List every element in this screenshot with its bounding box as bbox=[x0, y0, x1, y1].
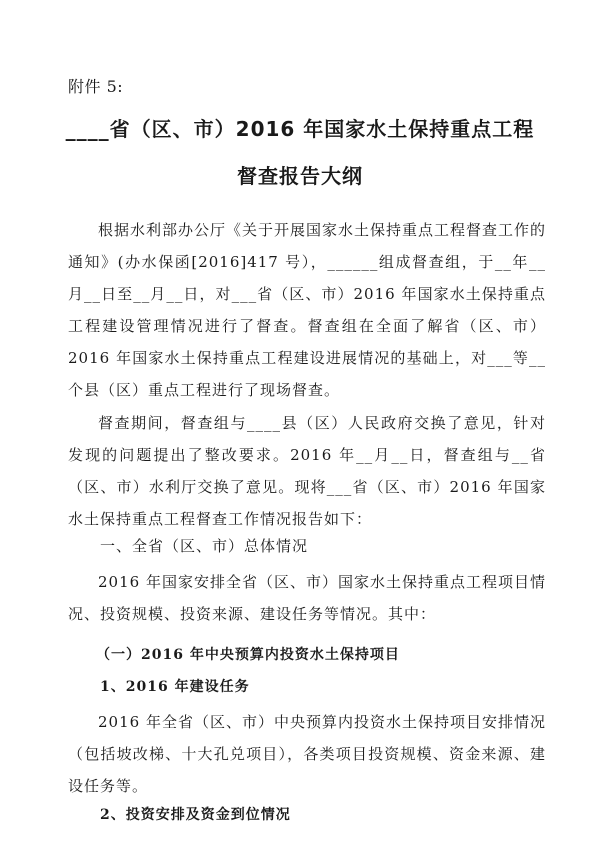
document-title-line1: ____省（区、市）2016 年国家水土保持重点工程 bbox=[65, 117, 535, 141]
subsection-heading-1: （一）2016 年中央预算内投资水土保持项目 bbox=[96, 647, 400, 663]
section-heading-1: 一、全省（区、市）总体情况 bbox=[100, 537, 309, 555]
item-heading-1: 1、2016 年建设任务 bbox=[100, 679, 250, 695]
paragraph-exchange: 督查期间，督查组与____县（区）人民政府交换了意见，针对发现的问题提出了整改要求。2016 年__月__日，督查组与__省（区、市）水利厅交换了意见。现将___省（区、市）2016 年国家水土保持重点工程督查工作情况报告如下： bbox=[68, 414, 546, 528]
paragraph-intro: 根据水利部办公厅《关于开展国家水土保持重点工程督查工作的通知》(办水保函[2016]417 号），______组成督查组，于__年__月__日至__月__日，对___省（区、市）2016 年国家水土保持重点工程建设管理情况进行了督查。督查组在全面了解省（区、市）2016 年国家水土保持重点工程建设进展情况的基础上，对___等__个县（区）重点工程进行了现场督查。 bbox=[68, 221, 547, 399]
item-heading-2: 2、投资安排及资金到位情况 bbox=[100, 807, 291, 823]
paragraph-task-detail: 2016 年全省（区、市）中央预算内投资水土保持项目安排情况（包括坡改梯、十大孔兑项目），各类项目投资规模、资金来源、建设任务等。 bbox=[68, 713, 546, 795]
attachment-label: 附件 5: bbox=[68, 77, 124, 96]
paragraph-overview: 2016 年国家安排全省（区、市）国家水土保持重点工程项目情况、投资规模、投资来源、建设任务等情况。其中： bbox=[68, 573, 546, 623]
document-title-line2: 督查报告大纲 bbox=[237, 164, 363, 188]
